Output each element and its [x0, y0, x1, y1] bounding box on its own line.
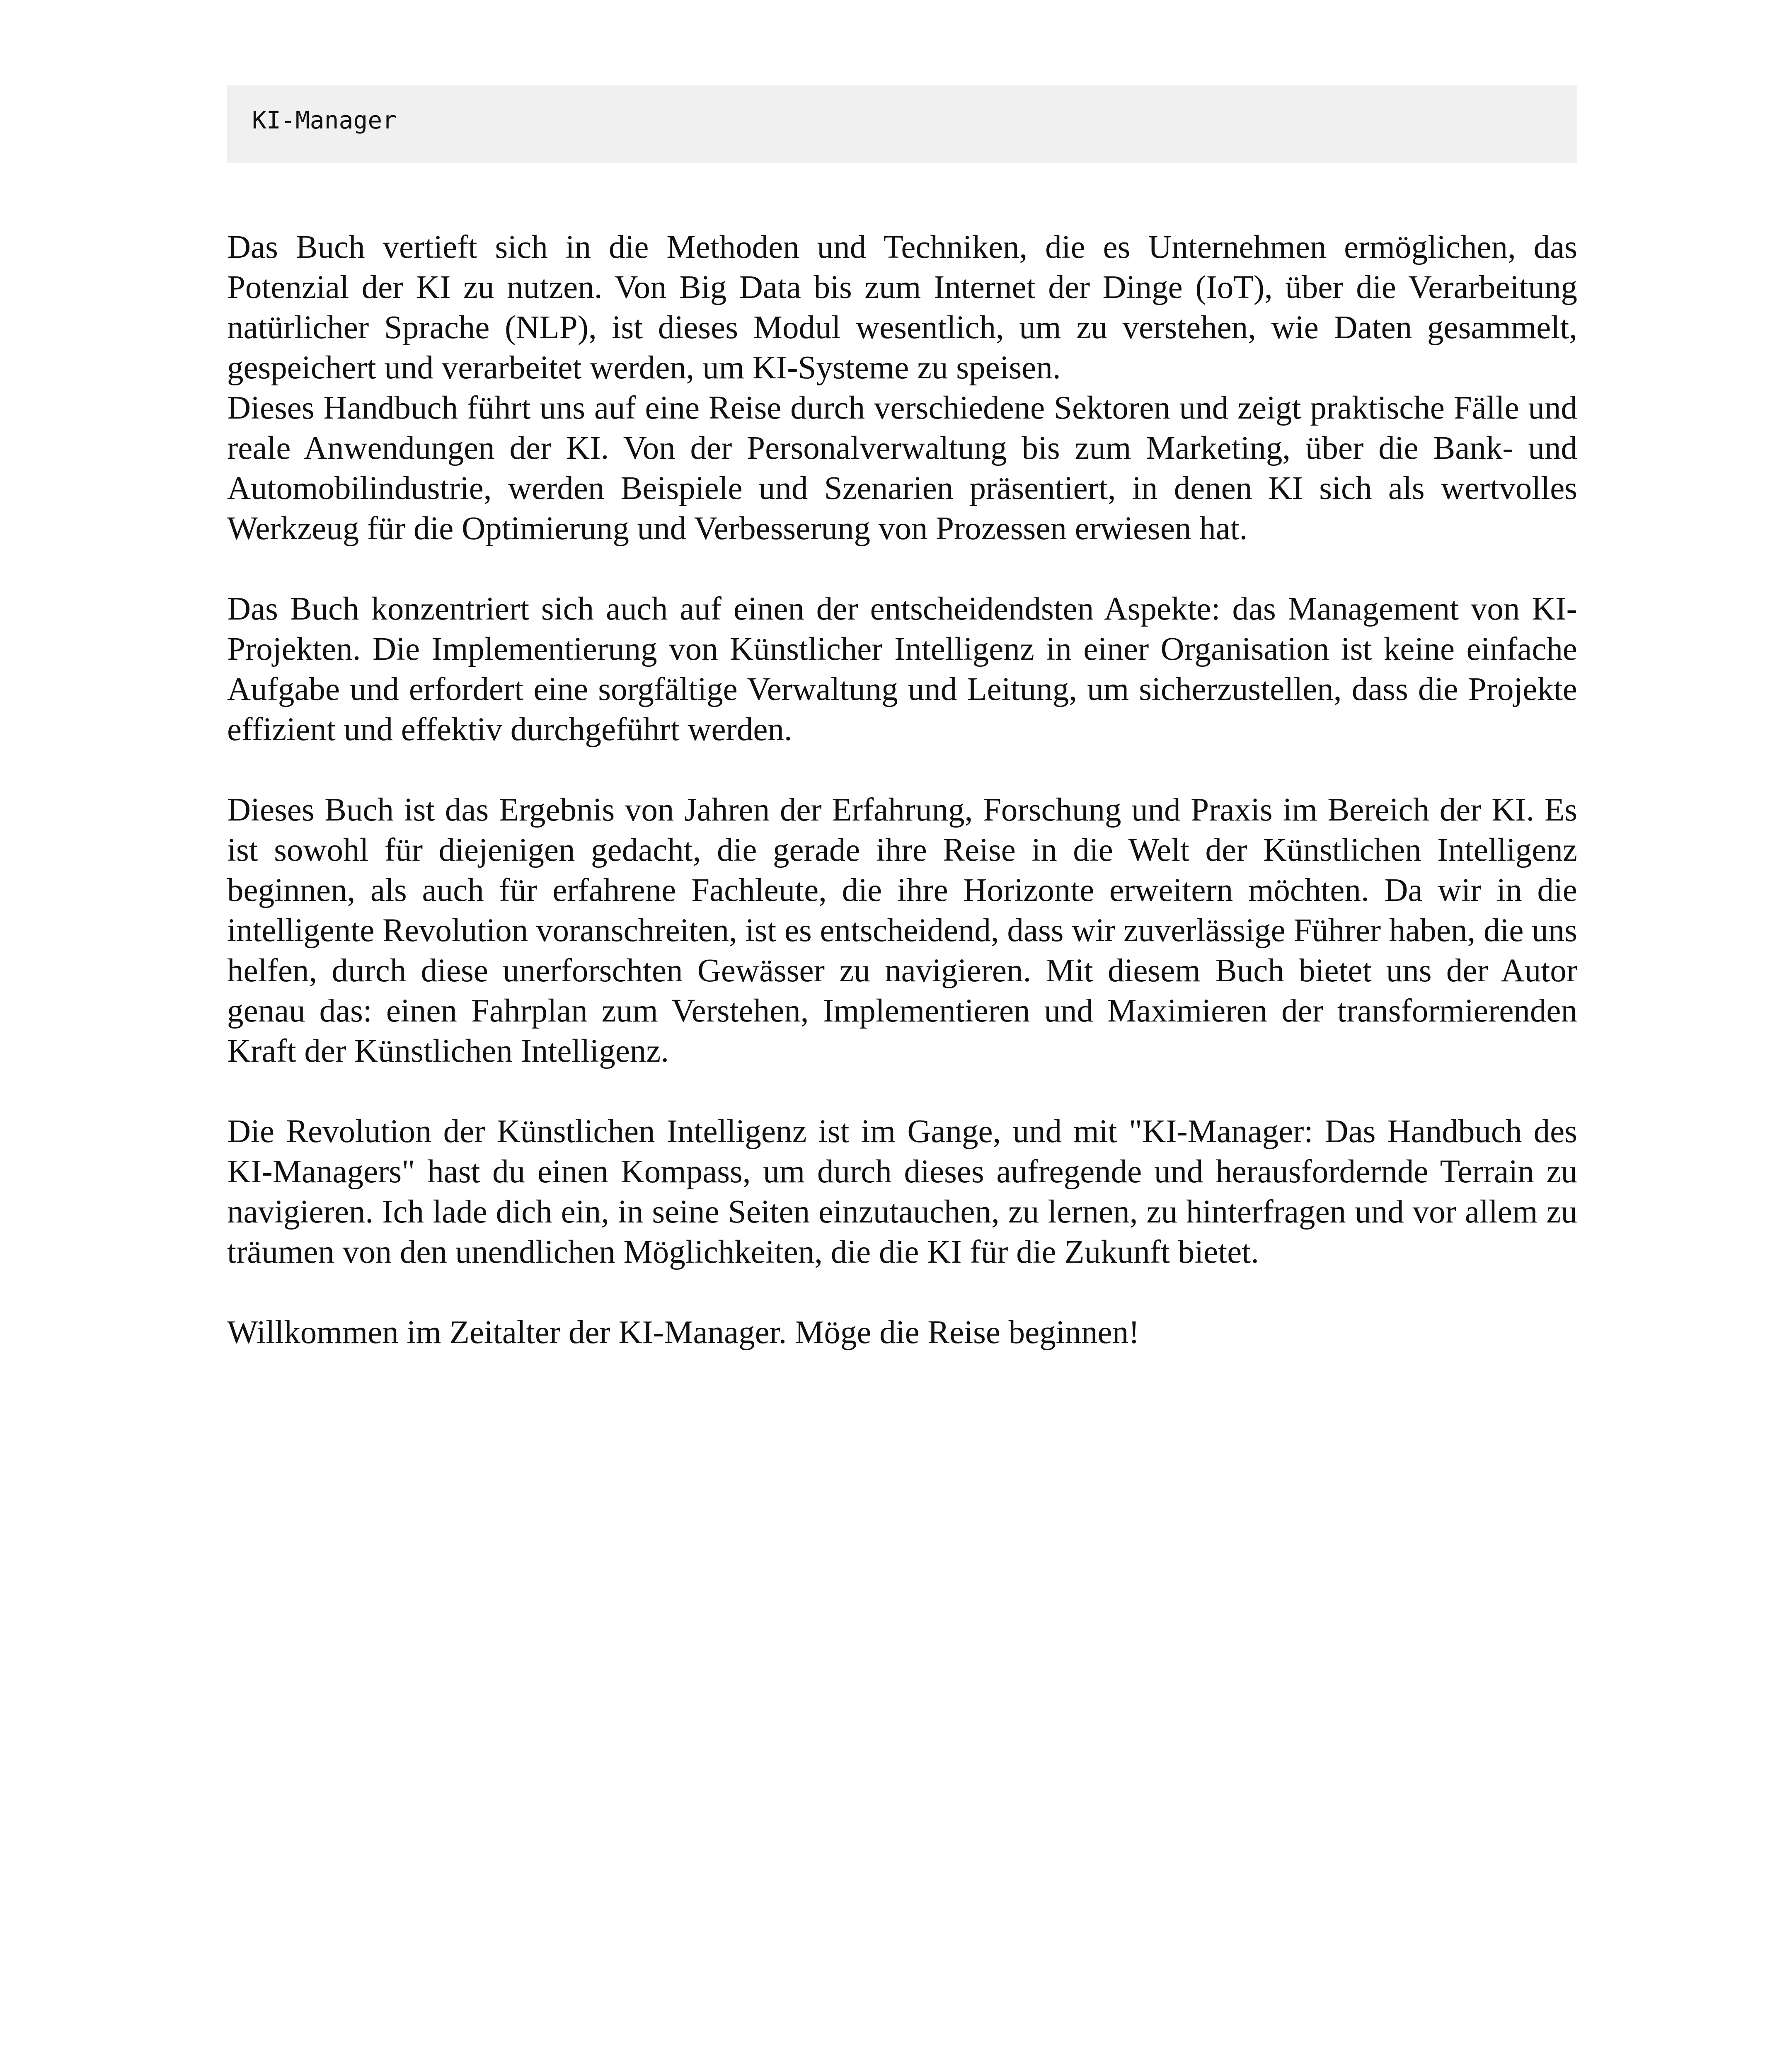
running-header-title: KI-Manager: [252, 106, 397, 134]
paragraph: Dieses Buch ist das Ergebnis von Jahren der Erfahrung, Forschung und Praxis im Bereich der KI. Es ist sowohl für diejenigen gedacht, die gerade ihre Reise in die Welt der Künstlichen Intelligenz beginnen, als auch für erfahrene Fachleute, die ihre Horizonte erweitern möchten. Da wir in die intelligente Revolution voranschreiten, ist es entscheidend, dass wir zuverlässige Führer haben, die uns helfen, durch diese unerforschten Gewässer zu navigieren. Mit diesem Buch bietet uns der Autor genau das: einen Fahrplan zum Verstehen, Implementieren und Maximieren der transformierenden Kraft der Künstlichen Intelligenz.: [227, 792, 1577, 1069]
body-text: [227, 227, 1577, 1353]
running-header: [227, 85, 1577, 163]
paragraph: Das Buch vertieft sich in die Methoden und Techniken, die es Unternehmen ermöglichen, das Potenzial der KI zu nutzen. Von Big Data bis zum Internet der Dinge (IoT), über die Verarbeitung natürlicher Sprache (NLP), ist dieses Modul wesentlich, um zu verstehen, wie Daten gesammelt, gespeichert und verarbeitet werden, um KI-Systeme zu speisen.: [227, 229, 1577, 386]
paragraph: Das Buch konzentriert sich auch auf einen der entscheidendsten Aspekte: das Management von KI-Projekten. Die Implementierung von Künstlicher Intelligenz in einer Organisation ist keine einfache Aufgabe und erfordert eine sorgfältige Verwaltung und Leitung, um sicherzustellen, dass die Projekte effizient und effektiv durchgeführt werden.: [227, 591, 1577, 748]
paragraph: Willkommen im Zeitalter der KI-Manager. Möge die Reise beginnen!: [227, 1314, 1140, 1351]
paragraph: Dieses Handbuch führt uns auf eine Reise durch verschiedene Sektoren und zeigt praktische Fälle und reale Anwendungen der KI. Von der Personalverwaltung bis zum Marketing, über die Bank- und Automobilindustrie, werden Beispiele und Szenarien präsentiert, in denen KI sich als wertvolles Werkzeug für die Optimierung und Verbesserung von Prozessen erwiesen hat.: [227, 390, 1577, 547]
paragraph: Die Revolution der Künstlichen Intelligenz ist im Gange, und mit "KI-Manager: Das Handbuch des KI-Managers" hast du einen Kompass, um durch dieses aufregende und herausfordernde Terrain zu navigieren. Ich lade dich ein, in seine Seiten einzutauchen, zu lernen, zu hinterfragen und vor allem zu träumen von den unendlichen Möglichkeiten, die die KI für die Zukunft bietet.: [227, 1113, 1577, 1270]
